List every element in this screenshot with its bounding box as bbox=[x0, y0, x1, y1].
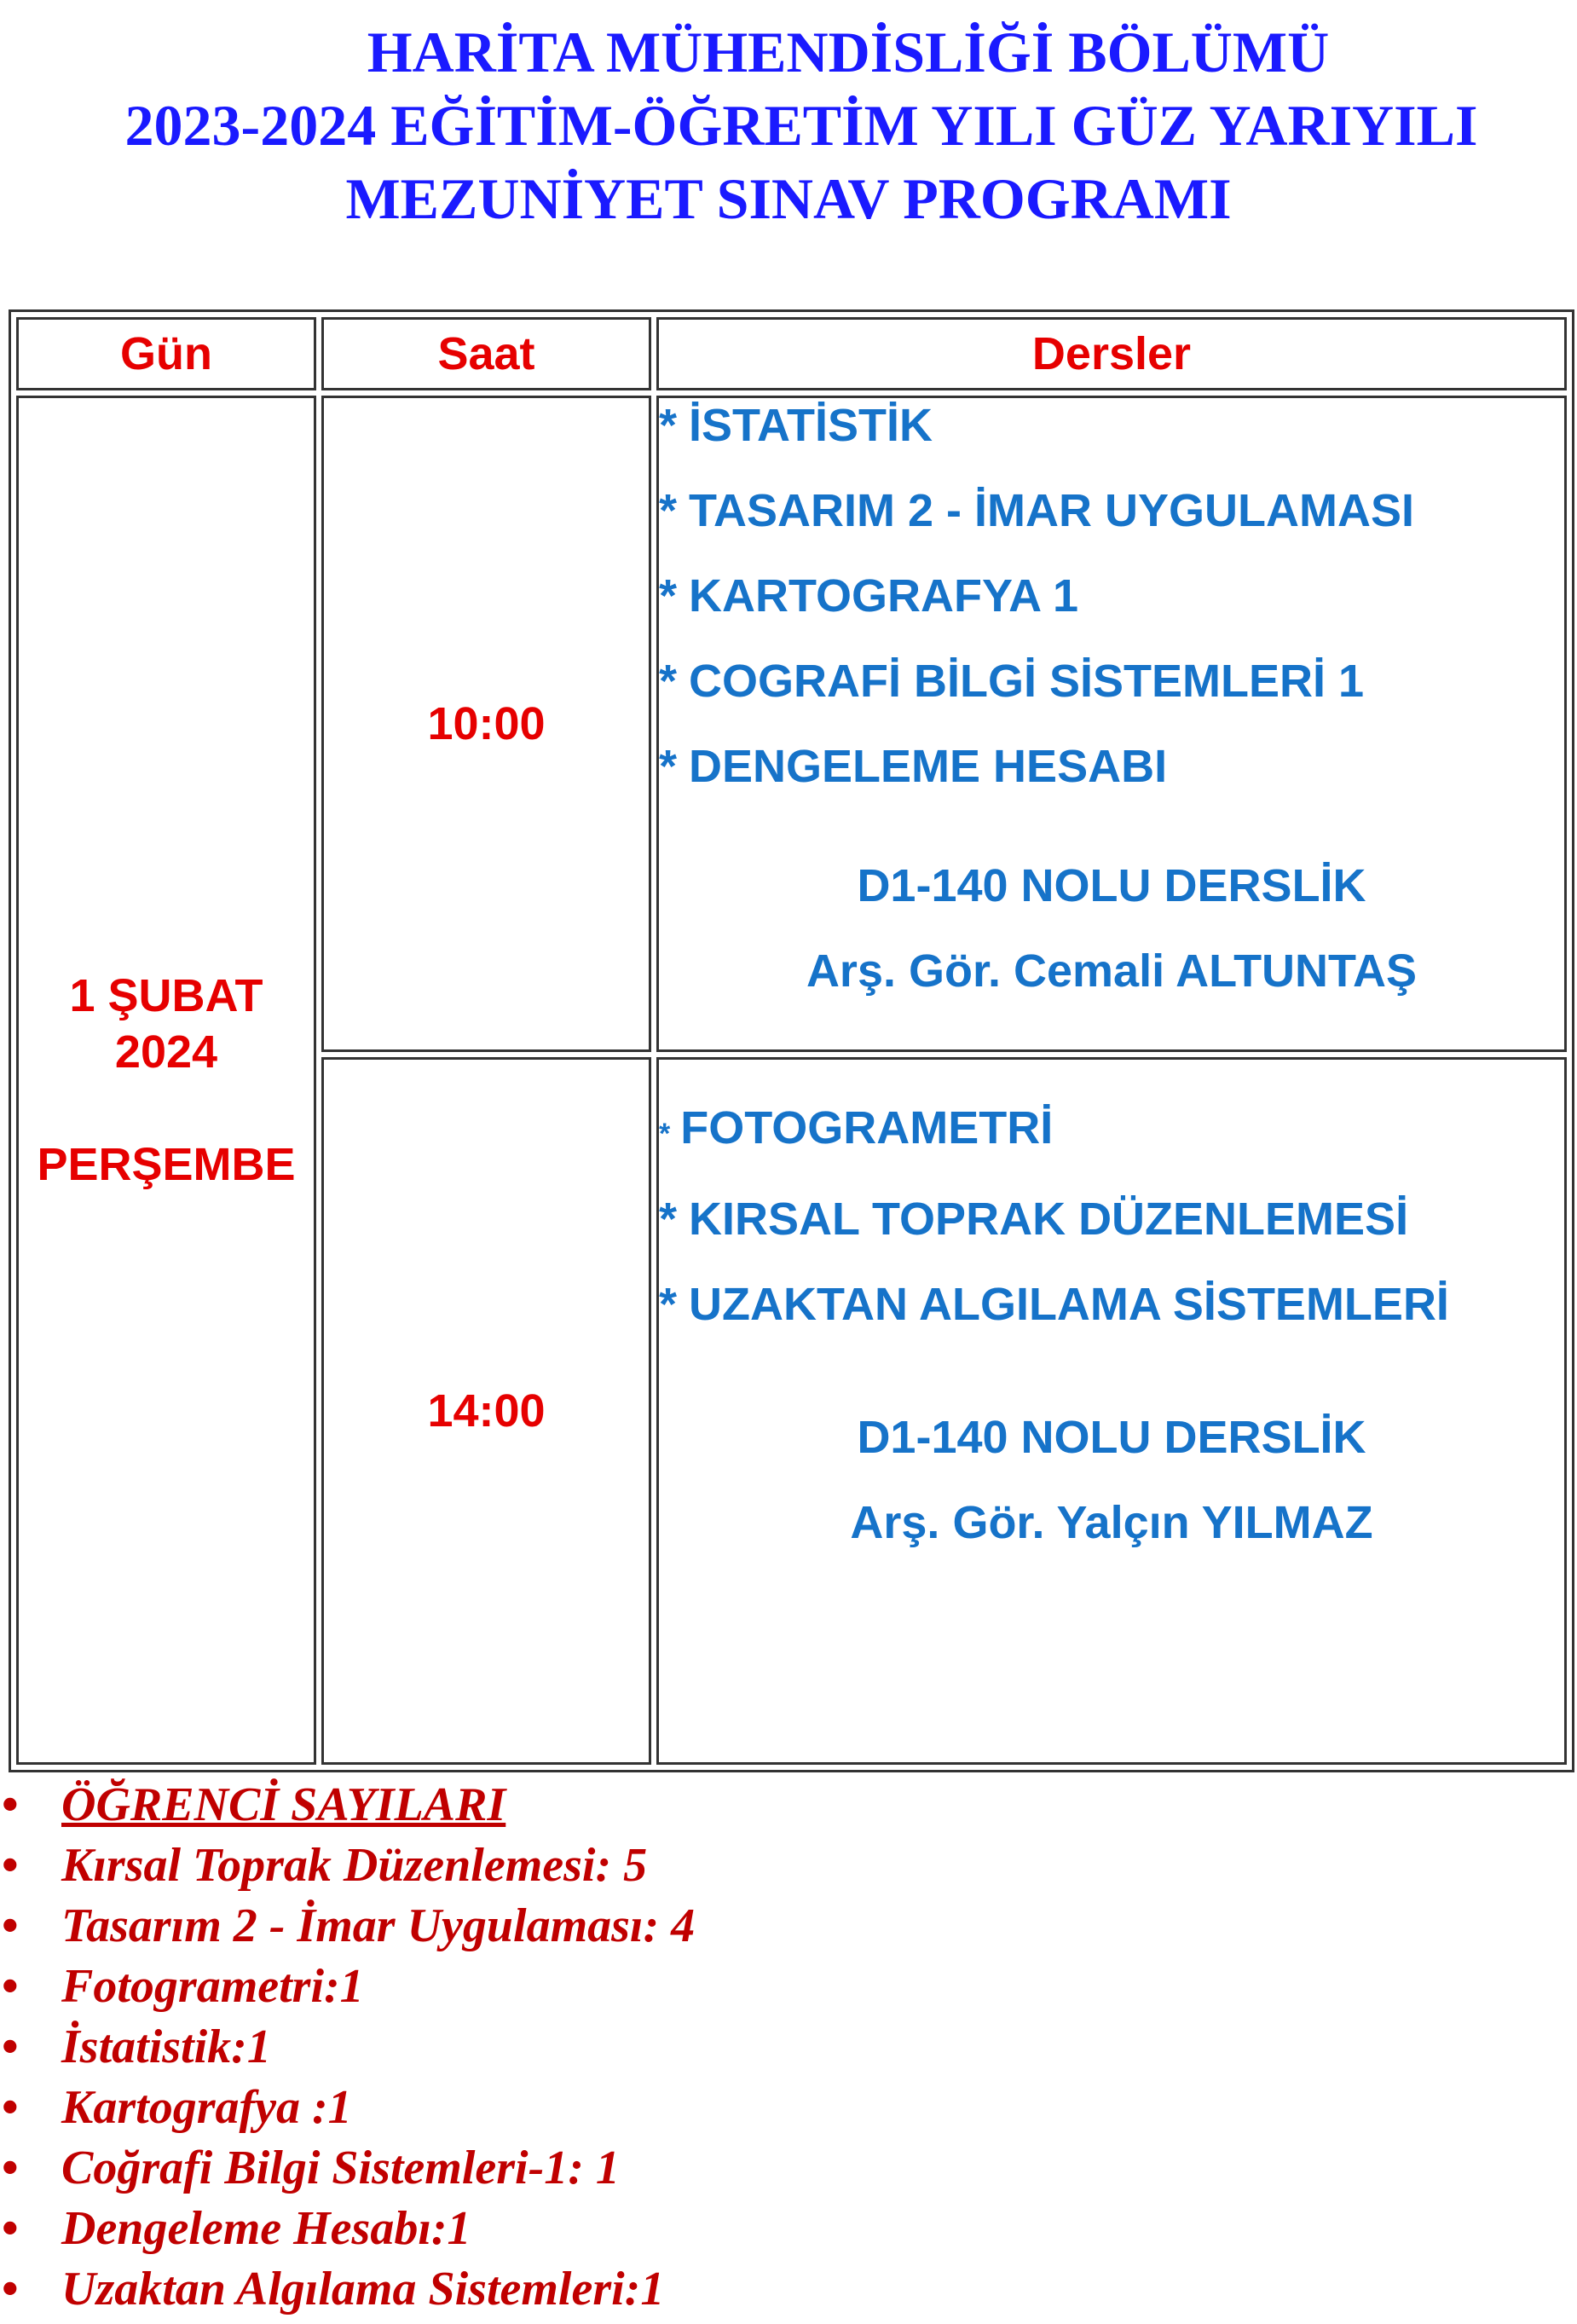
asterisk-marker: * bbox=[659, 570, 678, 621]
session-time-1: 10:00 bbox=[321, 396, 651, 1052]
asterisk-marker: * bbox=[659, 485, 678, 536]
asterisk-marker: * bbox=[659, 741, 678, 792]
bullet-icon: • bbox=[2, 2142, 19, 2194]
course-item: * KARTOGRAFYA 1 bbox=[659, 570, 1079, 621]
student-count-list bbox=[0, 1775, 695, 2320]
bullet-icon: • bbox=[2, 1778, 19, 1831]
header-time: Saat bbox=[321, 317, 651, 390]
session-courses-1 bbox=[656, 396, 1567, 1052]
bullet-icon: • bbox=[2, 1960, 19, 2013]
student-count-heading: • ÖĞRENCİ SAYILARI bbox=[0, 1775, 695, 1835]
session-courses-2 bbox=[656, 1057, 1567, 1765]
header-day: Gün bbox=[16, 317, 316, 390]
course-item: * İSTATİSTİK bbox=[659, 400, 933, 451]
asterisk-marker: * bbox=[659, 400, 678, 451]
course-item: * KIRSAL TOPRAK DÜZENLEMESİ bbox=[659, 1194, 1409, 1245]
asterisk-marker: * bbox=[659, 1194, 678, 1245]
course-item: * UZAKTAN ALGILAMA SİSTEMLERİ bbox=[659, 1279, 1449, 1330]
exam-proctor: Arş. Gör. Yalçın YILMAZ bbox=[850, 1497, 1373, 1548]
title-line-department: HARİTA MÜHENDİSLİĞİ BÖLÜMÜ bbox=[367, 20, 1330, 84]
bullet-icon: • bbox=[2, 1899, 19, 1952]
header-courses: Dersler bbox=[656, 317, 1567, 390]
exam-date-line1: 1 ŞUBAT bbox=[69, 970, 263, 1021]
asterisk-marker: * bbox=[659, 1279, 678, 1330]
list-item: • Kartografya :1 bbox=[0, 2078, 695, 2138]
bullet-icon: • bbox=[2, 2263, 19, 2315]
course-item: * COGRAFİ BİLGİ SİSTEMLERİ 1 bbox=[659, 656, 1365, 707]
asterisk-marker: * bbox=[659, 1118, 671, 1150]
bullet-icon: • bbox=[2, 1839, 19, 1892]
exam-schedule-table bbox=[9, 309, 1574, 1772]
title-line-program: MEZUNİYET SINAV PROGRAMI bbox=[345, 166, 1232, 231]
list-item: • Fotogrametri:1 bbox=[0, 1957, 695, 2017]
table-header-row bbox=[16, 317, 1567, 390]
exam-proctor: Arş. Gör. Cemali ALTUNTAŞ bbox=[806, 945, 1418, 997]
course-item: * FOTOGRAMETRİ bbox=[659, 1102, 1054, 1153]
bullet-icon: • bbox=[2, 2202, 19, 2255]
list-item: • Uzaktan Algılama Sistemleri:1 bbox=[0, 2259, 695, 2320]
bullet-icon: • bbox=[2, 2081, 19, 2134]
exam-room: D1-140 NOLU DERSLİK bbox=[857, 860, 1366, 911]
document-title bbox=[0, 15, 1577, 235]
exam-room: D1-140 NOLU DERSLİK bbox=[857, 1412, 1366, 1463]
list-item: • Tasarım 2 - İmar Uygulaması: 4 bbox=[0, 1896, 695, 1957]
exam-day-cell bbox=[16, 396, 316, 1765]
session-time-2: 14:00 bbox=[321, 1057, 651, 1765]
list-item: • Kırsal Toprak Düzenlemesi: 5 bbox=[0, 1835, 695, 1896]
course-item: * DENGELEME HESABI bbox=[659, 741, 1168, 792]
list-item: • Dengeleme Hesabı:1 bbox=[0, 2199, 695, 2259]
bullet-icon: • bbox=[2, 2020, 19, 2073]
session-row-1 bbox=[16, 396, 1567, 1052]
exam-date-line2: 2024 bbox=[114, 1026, 218, 1078]
exam-weekday: PERŞEMBE bbox=[37, 1139, 296, 1190]
course-item: * TASARIM 2 - İMAR UYGULAMASI bbox=[659, 485, 1414, 536]
title-line-academic-year: 2023-2024 EĞİTİM-ÖĞRETİM YILI GÜZ YARIYILI bbox=[124, 93, 1478, 158]
list-item: • İstatistik:1 bbox=[0, 2017, 695, 2078]
list-item: • Coğrafi Bilgi Sistemleri-1: 1 bbox=[0, 2138, 695, 2199]
asterisk-marker: * bbox=[659, 656, 678, 707]
